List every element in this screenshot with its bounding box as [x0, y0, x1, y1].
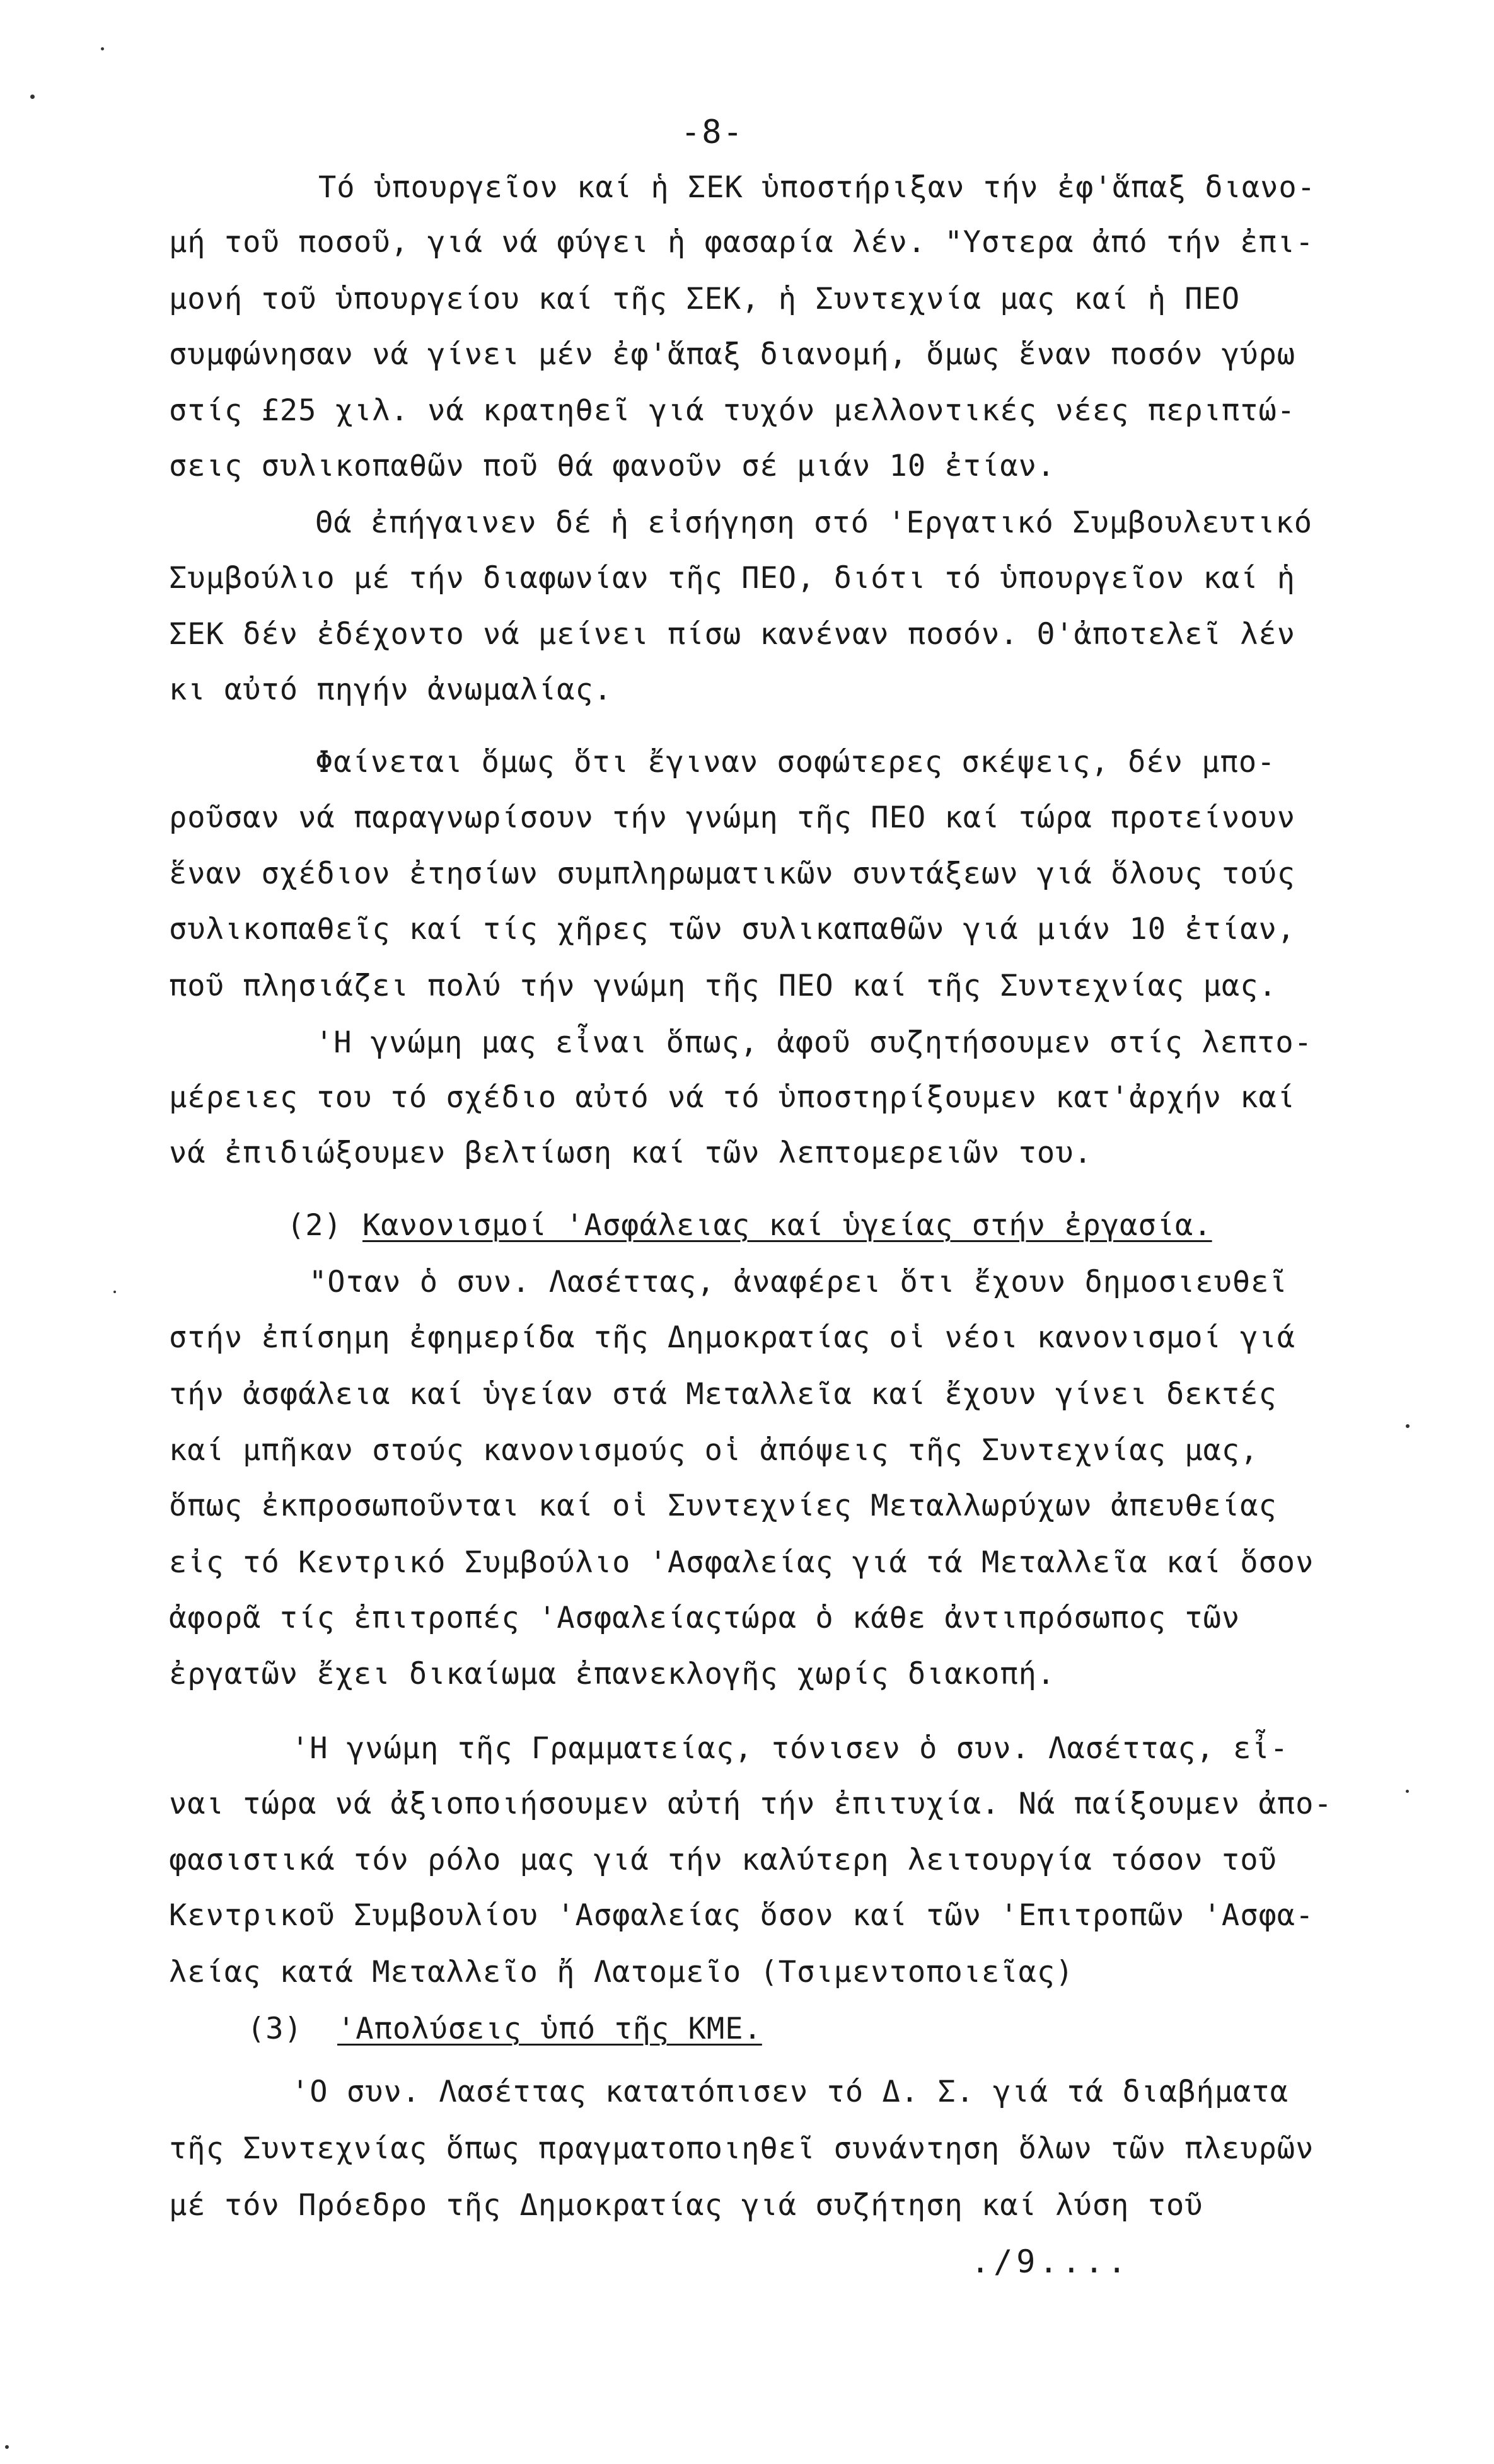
section-number: (3)	[247, 2012, 303, 2046]
text-line: μέρειες του τό σχέδιο αὐτό νά τό ὑποστηρίξουμεν κατ'ἀρχήν καί	[169, 1080, 1296, 1115]
page-number: -8-	[681, 113, 744, 151]
text-line: "Οταν ὁ συν. Λασέττας, ἀναφέρει ὅτι ἔχουν δημοσιευθεῖ	[309, 1265, 1288, 1299]
section-number: (2)	[287, 1208, 342, 1243]
text-line: μέ τόν Πρόεδρο τῆς Δημοκρατίας γιά συζήτηση καί λύση τοῦ	[169, 2188, 1203, 2223]
text-line: μή τοῦ ποσοῦ, γιά νά φύγει ἡ φασαρία λέν. "Υστερα ἀπό τήν ἐπι-	[169, 225, 1314, 260]
section-heading: 'Απολύσεις ὑπό τῆς ΚΜΕ.	[337, 2012, 762, 2046]
continuation-mark: ./9....	[971, 2243, 1130, 2280]
text-line: στίς £25 χιλ. νά κρατηθεῖ γιά τυχόν μελλοντικές νέες περιπτώ-	[169, 393, 1296, 428]
text-line: τῆς Συντεχνίας ὅπως πραγματοποιηθεῖ συνάντηση ὅλων τῶν πλευρῶν	[169, 2131, 1314, 2166]
text-line: 'Ο συν. Λασέττας κατατόπισεν τό Δ. Σ. γιά τά διαβήματα	[291, 2075, 1289, 2109]
text-line: Κεντρικοῦ Συμβουλίου 'Ασφαλείας ὅσον καί τῶν 'Επιτροπῶν 'Ασφα-	[169, 1898, 1314, 1933]
text-line: φασιστικά τόν ρόλο μας γιά τήν καλύτερη λειτουργία τόσον τοῦ	[169, 1843, 1277, 1877]
text-line: κι αὐτό πηγήν ἀνωμαλίας.	[169, 672, 613, 707]
text-line: Τό ὑπουργεῖον καί ἡ ΣΕΚ ὑποστήριξαν τήν ἐφ'ἅπαξ διανο-	[318, 170, 1316, 205]
text-line: καί μπῆκαν στούς κανονισμούς οἱ ἀπόψεις τῆς Συντεχνίας μας,	[169, 1433, 1259, 1468]
text-line: ἕναν σχέδιον ἐτησίων συμπληρωματικῶν συντάξεων γιά ὅλους τούς	[169, 856, 1296, 891]
text-line: λείας κατά Μεταλλεῖο ἤ Λατομεῖο (Τσιμεντοποιεῖας)	[169, 1955, 1074, 1989]
scan-speck	[113, 1291, 116, 1293]
text-line: Φαίνεται ὅμως ὅτι ἔγιναν σοφώτερες σκέψεις, δέν μπο-	[315, 745, 1276, 780]
text-line: στήν ἐπίσημη ἐφημερίδα τῆς Δημοκρατίας οἱ νέοι κανονισμοί γιά	[169, 1320, 1296, 1355]
text-line: εἰς τό Κεντρικό Συμβούλιο 'Ασφαλείας γιά τά Μεταλλεῖα καί ὅσον	[169, 1545, 1314, 1580]
scan-speck	[1406, 1424, 1410, 1428]
scan-speck	[5, 2445, 9, 2449]
text-line: συμφώνησαν νά γίνει μέν ἐφ'ἅπαξ διανομή, ὅμως ἕναν ποσόν γύρω	[169, 337, 1296, 372]
text-line: ἀφορᾶ τίς ἐπιτροπές 'Ασφαλείαςτώρα ὁ κάθε ἀντιπρόσωπος τῶν	[169, 1601, 1241, 1635]
text-line: τήν ἀσφάλεια καί ὑγείαν στά Μεταλλεῖα καί ἔχουν γίνει δεκτές	[169, 1377, 1277, 1412]
text-line: ΣΕΚ δέν ἐδέχοντο νά μείνει πίσω κανέναν ποσόν. Θ'ἀποτελεῖ λέν	[169, 617, 1296, 652]
text-line: μονή τοῦ ὑπουργείου καί τῆς ΣΕΚ, ἡ Συντεχνία μας καί ἡ ΠΕΟ	[169, 282, 1241, 316]
section-heading: Κανονισμοί 'Ασφάλειας καί ὑγείας στήν ἐργασία.	[362, 1208, 1212, 1243]
scan-speck	[1406, 1790, 1409, 1793]
scan-speck	[101, 47, 104, 50]
text-line: συλικοπαθεῖς καί τίς χῆρες τῶν συλικαπαθῶν γιά μιάν 10 ἐτίαν,	[169, 912, 1296, 947]
scan-speck	[30, 95, 35, 99]
text-line: Συμβούλιο μέ τήν διαφωνίαν τῆς ΠΕΟ, διότι τό ὑπουργεῖον καί ἡ	[169, 561, 1296, 596]
text-line: ὅπως ἐκπροσωποῦνται καί οἱ Συντεχνίες Μεταλλωρύχων ἀπευθείας	[169, 1488, 1277, 1523]
text-line: ποῦ πλησιάζει πολύ τήν γνώμη τῆς ΠΕΟ καί τῆς Συντεχνίας μας.	[169, 969, 1277, 1003]
text-line: Θά ἐπήγαινεν δέ ἡ εἰσήγηση στό 'Εργατικό Συμβουλευτικό	[315, 505, 1313, 540]
text-line: ροῦσαν νά παραγνωρίσουν τήν γνώμη τῆς ΠΕΟ καί τώρα προτείνουν	[169, 800, 1296, 835]
text-line: 'Η γνώμη τῆς Γραμματείας, τόνισεν ὁ συν. Λασέττας, εἶ-	[291, 1731, 1289, 1766]
text-line: ναι τώρα νά ἀξιοποιήσουμεν αὐτή τήν ἐπιτυχία. Νά παίξουμεν ἀπο-	[169, 1787, 1333, 1821]
text-line: σεις συλικοπαθῶν ποῦ θά φανοῦν σέ μιάν 10 ἐτίαν.	[169, 449, 1056, 483]
text-line: ἐργατῶν ἔχει δικαίωμα ἐπανεκλογῆς χωρίς διακοπή.	[169, 1657, 1056, 1691]
text-line: νά ἐπιδιώξουμεν βελτίωση καί τῶν λεπτομερειῶν του.	[169, 1136, 1092, 1170]
text-line: 'Η γνώμη μας εἶναι ὅπως, ἀφοῦ συζητήσουμεν στίς λεπτο-	[315, 1025, 1313, 1060]
